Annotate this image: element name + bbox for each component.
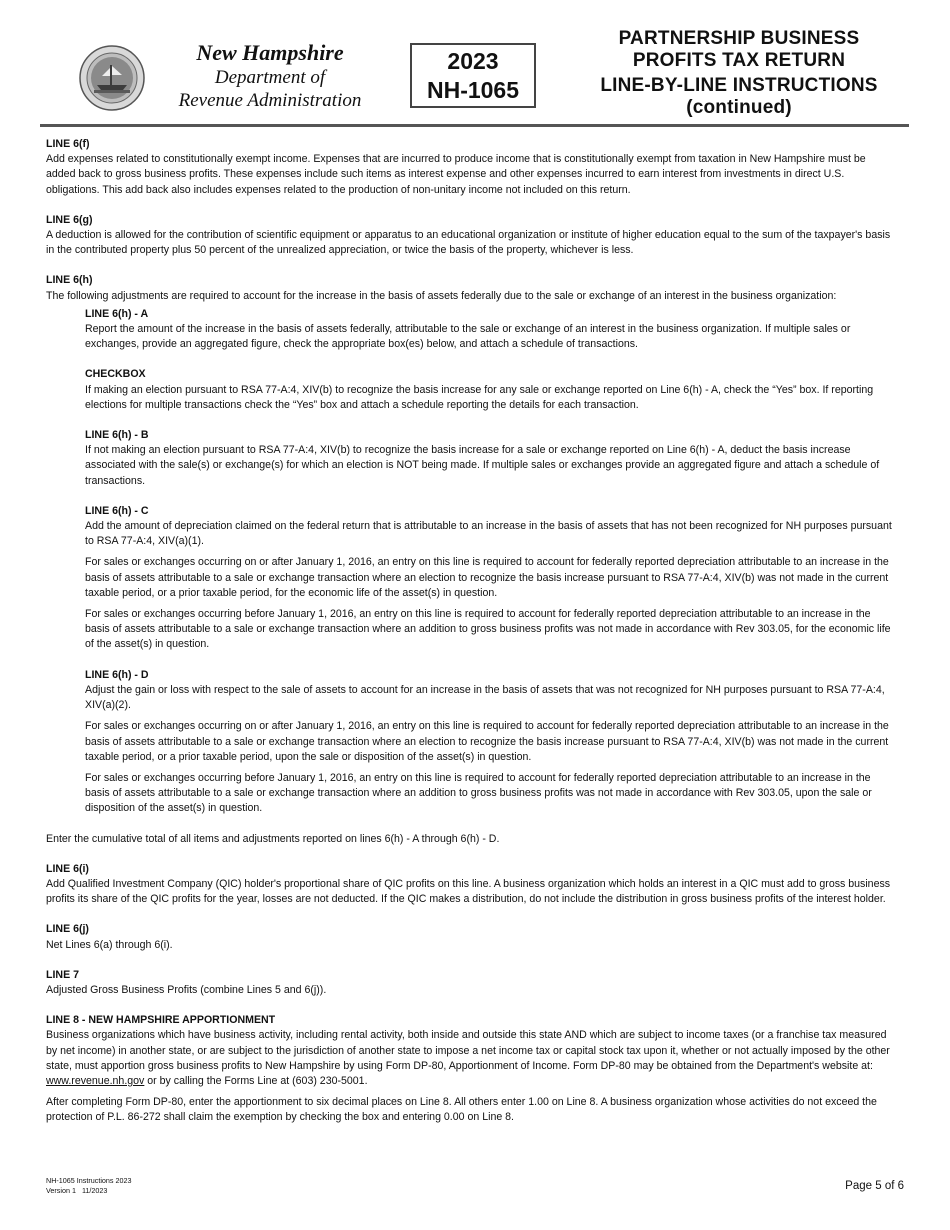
section-line-8 bbox=[46, 1013, 898, 1125]
page-number: Page 5 of 6 bbox=[845, 1180, 904, 1192]
title-line-2: PROFITS TAX RETURN bbox=[632, 50, 846, 71]
subsection-line-6h-a bbox=[85, 307, 898, 353]
subsection-line-6h-d bbox=[85, 668, 898, 817]
department-line-1: Department of bbox=[214, 67, 326, 88]
section-heading: LINE 6(f) bbox=[46, 138, 90, 150]
section-text bbox=[46, 1028, 898, 1089]
footer-version: Version 1 11/2023 bbox=[46, 1186, 108, 1195]
subsection-checkbox bbox=[85, 367, 898, 413]
section-heading: LINE 7 bbox=[46, 968, 79, 981]
subsection-text: Adjust the gain or loss with respect to the sale of assets to account for an increase in the basis of assets that was not recognized for NH purposes pursuant to RSA 77-A:4, XIV(a)(2). bbox=[85, 683, 885, 712]
section-heading: LINE 6(h) bbox=[46, 274, 93, 287]
subsection-heading: CHECKBOX bbox=[85, 368, 146, 381]
subsection-heading: LINE 6(h) - A bbox=[85, 307, 149, 320]
section-text: Adjusted Gross Business Profits (combine Lines 5 and 6(j)). bbox=[46, 983, 327, 996]
subsection-text: If making an election pursuant to RSA 77-A:4, XIV(b) to recognize the basis increase for any sale or exchange reported on Line 6(h) - A, check the “Yes” box. If reporting elections for multiple transactions check the “Yes” box and attach a schedule reporting the details for each transaction. bbox=[85, 383, 874, 411]
subsection-text: For sales or exchanges occurring before January 1, 2016, an entry on this line is required to account for federally reported depreciation attributable to an increase in the basis of assets attributable to a sale or exchange transaction where an addition to gross business profits was not made in accordance with Rev 303.05, for the economic life of the asset(s) in question. bbox=[85, 608, 891, 651]
section-heading: LINE 6(i) bbox=[46, 862, 89, 875]
page-title bbox=[580, 28, 898, 119]
state-seal-icon bbox=[79, 45, 145, 111]
instructions-body bbox=[46, 137, 898, 1126]
section-text: After completing Form DP-80, enter the apportionment to six decimal places on Line 8. All others enter 1.00 on Line 8. A business organization whose activities do not exceed the protection of P.L. 86-272 shall claim the exemption by checking the box and entering 0.00 on Line 8. bbox=[46, 1096, 877, 1124]
section-heading: LINE 6(j) bbox=[46, 923, 89, 936]
subsection-line-6h-c bbox=[85, 504, 898, 653]
subsection-text: For sales or exchanges occurring on or after January 1, 2016, an entry on this line is required to account for federally reported depreciation attributable to an increase in the basis of assets attributable to a sale or exchange transaction where an election to recognize the basis increase pursuant to RSA 77-A:4, XIV(b) was not made in the current taxable period, or a prior taxable period, upon the sale or disposition of the asset(s) in question. bbox=[85, 720, 889, 763]
form-year: 2023 bbox=[447, 48, 499, 74]
title-line-1: PARTNERSHIP BUSINESS bbox=[618, 28, 860, 49]
section-line-6h bbox=[46, 273, 898, 846]
section-line-6g bbox=[46, 213, 898, 259]
footer-doc-name: NH-1065 Instructions 2023 bbox=[46, 1176, 132, 1185]
subsection-text: For sales or exchanges occurring before January 1, 2016, an entry on this line is required to account for federally reported depreciation attributable to an increase in the basis of assets attributable to a sale or exchange transaction where an addition to gross business profits was not made in accordance with Rev 303.05, upon the sale or disposition of the asset(s) in question. bbox=[85, 771, 872, 815]
subsection-text: If not making an election pursuant to RSA 77-A:4, XIV(b) to recognize the basis increase for a sale or exchange reported on Line 6(h) - A, deduct the basis increase associated with the sale(s) or exchange(s) for which an election is NOT being made. If multiple sales or exchanges provide an aggregated figure and attach a schedule of transactions. bbox=[85, 444, 880, 487]
subsection-heading: LINE 6(h) - D bbox=[85, 668, 149, 681]
department-block bbox=[160, 40, 380, 112]
title-line-3: LINE-BY-LINE INSTRUCTIONS bbox=[600, 75, 878, 96]
subsection-heading: LINE 6(h) - C bbox=[85, 504, 149, 517]
subsection-line-6h-b bbox=[85, 428, 898, 489]
section-text: The following adjustments are required to account for the increase in the basis of assets federally due to the sale or exchange of an interest in the business organization: bbox=[46, 289, 837, 302]
subsection-text: Add the amount of depreciation claimed on the federal return that is attributable to an increase in the basis of assets that has not been recognized for NH purposes pursuant to RSA 77-A:4, XIV(a)(1). bbox=[85, 520, 892, 548]
header-divider bbox=[40, 124, 909, 127]
section-text: Net Lines 6(a) through 6(i). bbox=[46, 938, 173, 951]
footer-doc-info bbox=[46, 1176, 132, 1196]
form-number: NH-1065 bbox=[426, 77, 520, 103]
section-text: Add expenses related to constitutionally exempt income. Expenses that are incurred to produce income that is constitutionally exempt from taxation in New Hampshire must be added back to gross business profits. These expenses include such items as interest expense and other expenses incurred to earn interest from investments in direct U.S. obligations. This add back also includes expenses related to the production of non-unitary income not included on this return. bbox=[46, 153, 866, 196]
section-heading: LINE 6(g) bbox=[46, 213, 93, 226]
title-line-4: (continued) bbox=[686, 97, 792, 118]
section-line-6j bbox=[46, 922, 898, 952]
section-heading: LINE 8 - NEW HAMPSHIRE APPORTIONMENT bbox=[46, 1014, 276, 1027]
department-line-2: Revenue Administration bbox=[178, 90, 362, 111]
section-text-part: Business organizations which have business activity, including rental activity, both inside and outside this state AND which are subject to income taxes (or a franchise tax measured by net income) in another state, or are subject to the jurisdiction of another state to impose a net income tax or capital stock tax upon it, whether or not actually imposed by the other state, must apportion gross business profits to New Hampshire by using Form DP-80, Apportionment of Income. Form DP-80 may be obtained from the Department's website at: bbox=[46, 1029, 890, 1072]
state-name: New Hampshire bbox=[196, 40, 344, 65]
line-6h-total-text: Enter the cumulative total of all items and adjustments reported on lines 6(h) - A through 6(h) - D. bbox=[46, 832, 500, 845]
section-text: Add Qualified Investment Company (QIC) holder's proportional share of QIC profits on this line. A business organization which holds an interest in a QIC must add to gross business profits its share of the QIC profits for the year, losses are not deducted. If the QIC makes a distribution, do not include the distribution in gross business profits of the interest holder. bbox=[46, 877, 891, 906]
form-id-box bbox=[410, 43, 536, 108]
revenue-website-link[interactable]: www.revenue.nh.gov bbox=[46, 1074, 145, 1087]
subsection-heading: LINE 6(h) - B bbox=[85, 429, 149, 442]
section-text-part: or by calling the Forms Line at (603) 230-5001. bbox=[144, 1074, 368, 1087]
subsection-text: For sales or exchanges occurring on or after January 1, 2016, an entry on this line is required to account for federally reported depreciation attributable to an increase in the basis of assets attributable to a sale or exchange transaction where an election to recognize the basis increase pursuant to RSA 77-A:4, XIV(b) was not made in the current taxable period, or a prior taxable period, for the economic life of the asset(s) in question. bbox=[85, 556, 889, 599]
section-text: A deduction is allowed for the contribution of scientific equipment or apparatus to an educational organization or institute of higher education equal to the sum of the taxpayer's basis in the contributed property plus 50 percent of the unrealized appreciation, or twice the basis of the property, whichever is less. bbox=[46, 229, 891, 257]
section-line-6f bbox=[46, 137, 898, 198]
subsection-text: Report the amount of the increase in the basis of assets federally, attributable to the sale or exchange of an interest in the business organization. If multiple sales or exchanges, provide an aggregated figure, check the appropriate box(es) below, and attach a schedule of transactions. bbox=[85, 323, 851, 351]
section-line-7 bbox=[46, 968, 898, 998]
section-line-6i bbox=[46, 862, 898, 908]
